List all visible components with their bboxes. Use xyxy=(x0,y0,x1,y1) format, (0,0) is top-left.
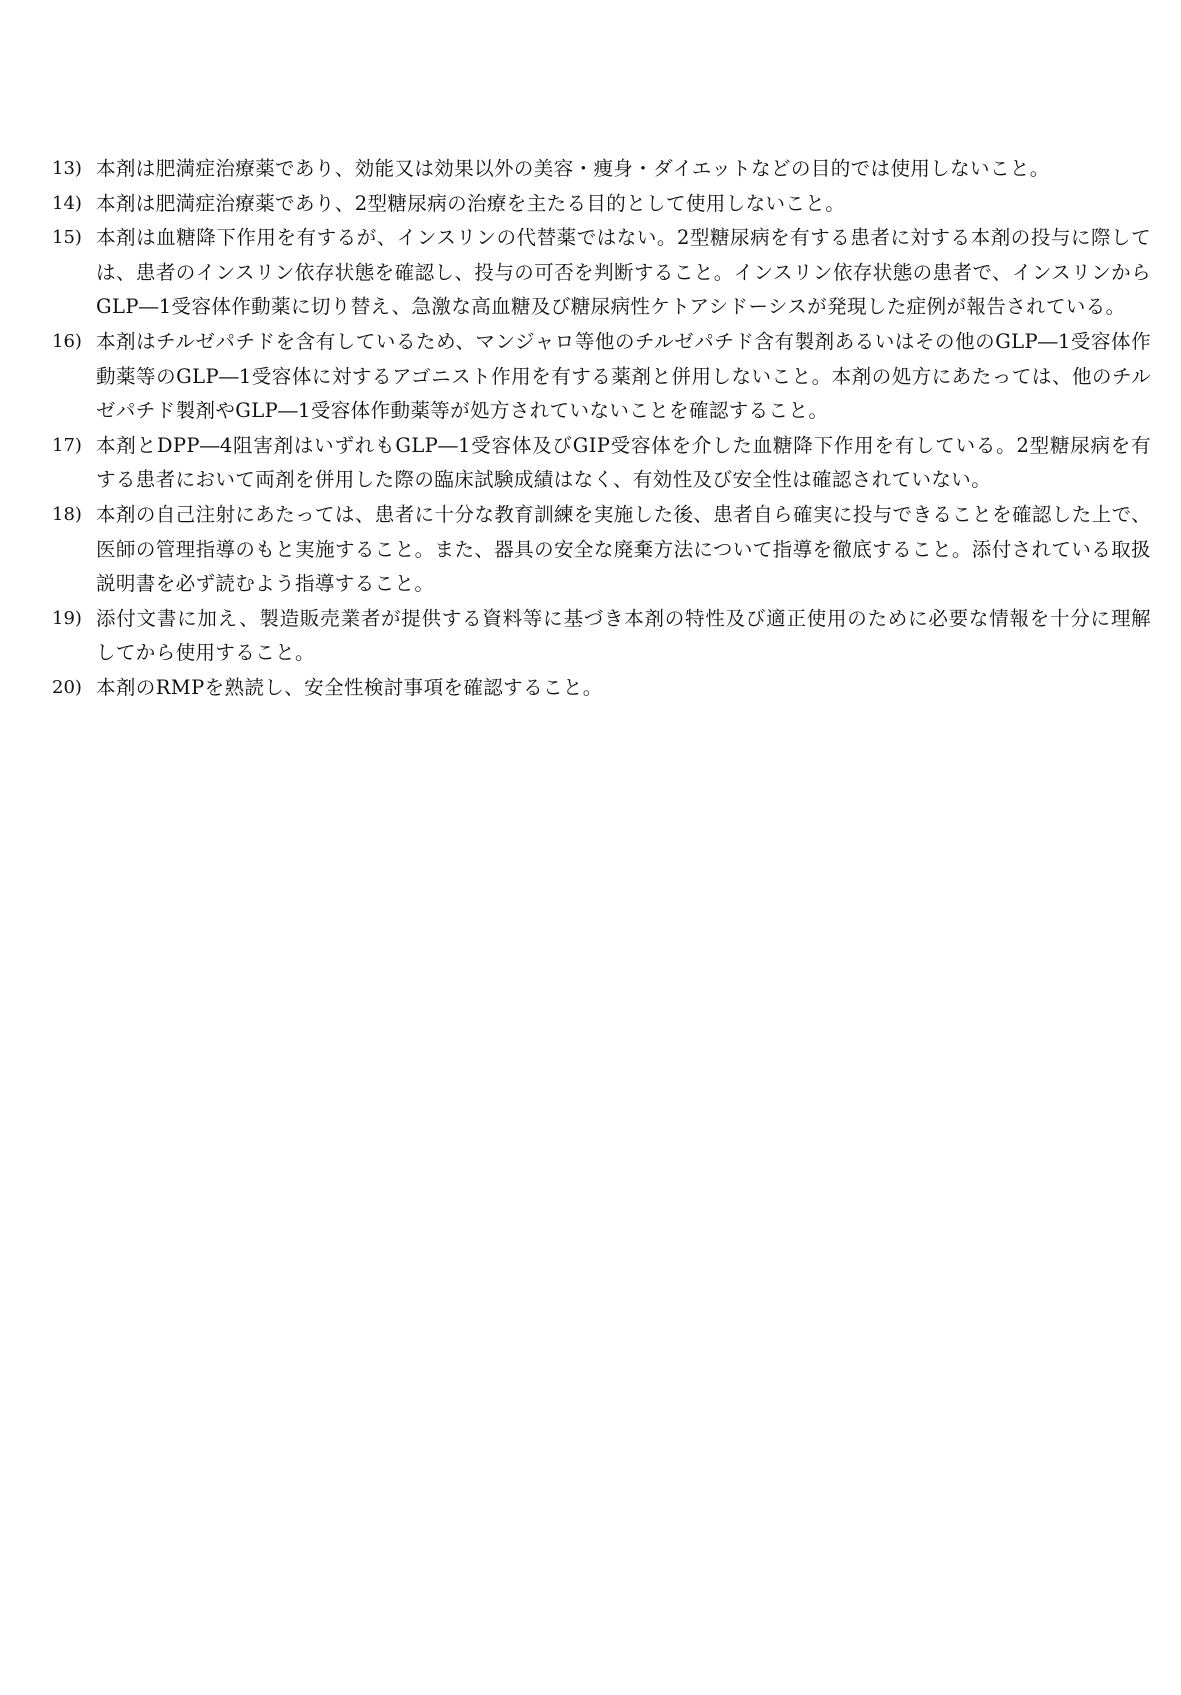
item-number: 20) xyxy=(52,676,82,698)
item-text: 本剤のRMPを熟読し、安全性検討事項を確認すること。 xyxy=(96,675,603,699)
list-item xyxy=(52,429,1151,498)
item-text: 本剤は肥満症治療薬であり、2型糖尿病の治療を主たる目的として使用しないこと。 xyxy=(96,191,846,215)
item-number: 17) xyxy=(52,434,82,456)
item-text: 本剤はチルゼパチドを含有しているため、マンジャロ等他のチルゼパチド含有製剤あるいはその他のGLP―1受容体作動薬等のGLP―1受容体に対するアゴニスト作用を有する薬剤と併用しないこと。本剤の処方にあたっては、他のチルゼパチド製剤やGLP―1受容体作動薬等が処方されていないことを確認すること。 xyxy=(96,329,1151,423)
precautions-list xyxy=(52,152,1151,706)
list-item xyxy=(52,325,1151,429)
list-item xyxy=(52,187,1151,222)
item-number: 18) xyxy=(52,503,82,525)
item-number: 14) xyxy=(52,192,82,214)
item-number: 13) xyxy=(52,158,82,179)
item-text: 本剤とDPP―4阻害剤はいずれもGLP―1受容体及びGIP受容体を介した血糖降下作用を有している。2型糖尿病を有する患者において両剤を併用した際の臨床試験成績はなく、有効性及び安全性は確認されていない。 xyxy=(96,433,1151,492)
list-item xyxy=(52,221,1151,325)
list-item xyxy=(52,671,1151,706)
item-text: 本剤は肥満症治療薬であり、効能又は効果以外の美容・痩身・ダイエットなどの目的では使用しないこと。 xyxy=(96,157,1050,180)
item-number: 19) xyxy=(52,607,82,629)
item-number: 16) xyxy=(52,330,82,352)
item-number: 15) xyxy=(52,227,82,249)
item-text: 本剤は血糖降下作用を有するが、インスリンの代替薬ではない。2型糖尿病を有する患者に対する本剤の投与に際しては、患者のインスリン依存状態を確認し、投与の可否を判断すること。インスリン依存状態の患者で、インスリンからGLP―1受容体作動薬に切り替え、急激な高血糖及び糖尿病性ケトアシドーシスが発現した症例が報告されている。 xyxy=(96,226,1151,319)
item-text: 添付文書に加え、製造販売業者が提供する資料等に基づき本剤の特性及び適正使用のために必要な情報を十分に理解してから使用すること。 xyxy=(96,606,1151,665)
list-item xyxy=(52,152,1151,187)
list-item xyxy=(52,498,1151,602)
item-text: 本剤の自己注射にあたっては、患者に十分な教育訓練を実施した後、患者自ら確実に投与できることを確認した上で、医師の管理指導のもと実施すること。また、器具の安全な廃棄方法について指導を徹底すること。添付されている取扱説明書を必ず読むよう指導すること。 xyxy=(96,502,1151,596)
list-item xyxy=(52,602,1151,671)
